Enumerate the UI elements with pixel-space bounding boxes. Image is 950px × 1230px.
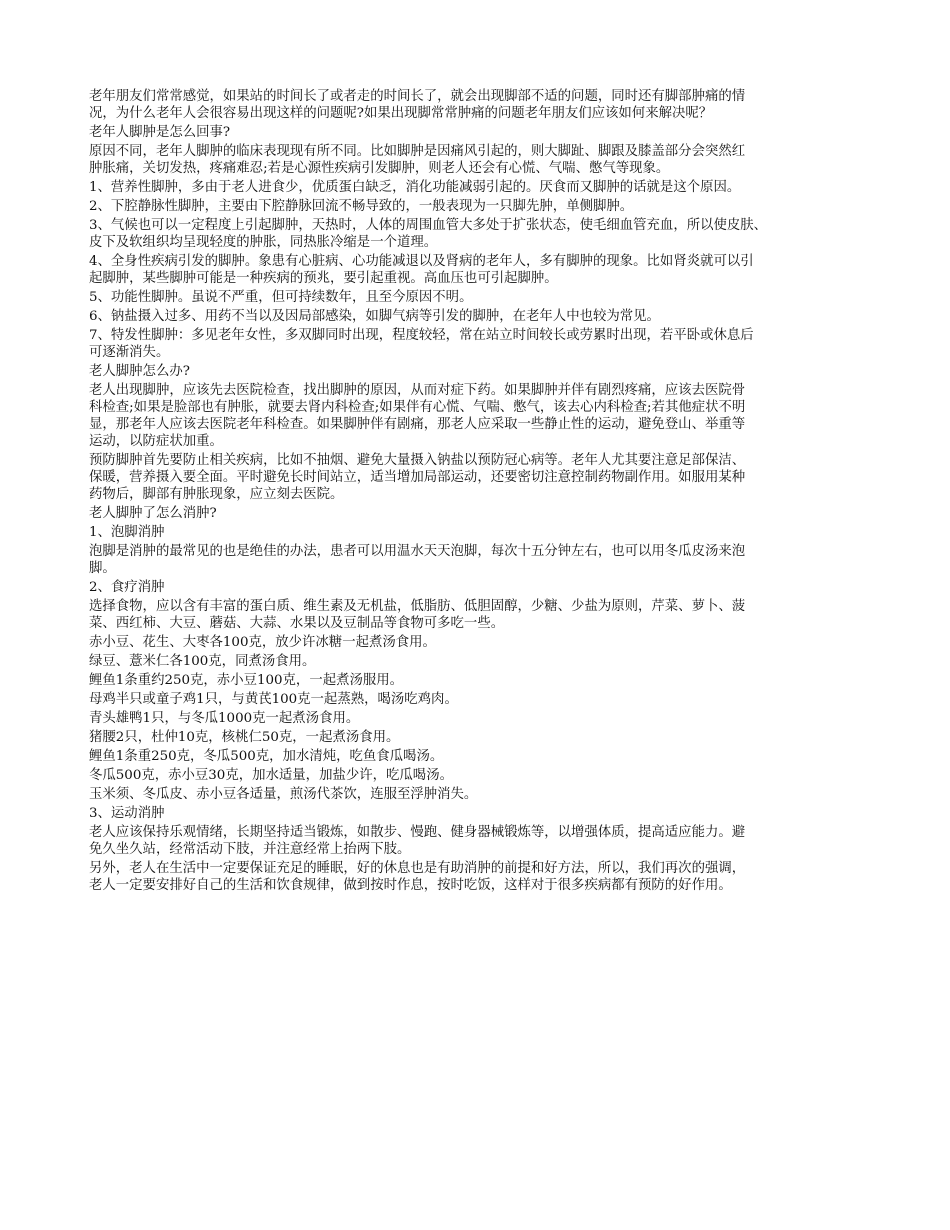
paragraph xyxy=(89,217,866,251)
paragraph xyxy=(89,672,866,689)
text-line: 原因不同，老年人脚肿的临床表现现有所不同。比如脚肿是因痛风引起的，则大脚趾、脚跟及膝盖部分会突然红 xyxy=(89,144,746,159)
text-line: 选择食物，应以含有丰富的蛋白质、维生素及无机盐，低脂肪、低胆固醇，少糖、少盐为原则，芹菜、萝卜、菠 xyxy=(89,599,746,614)
text-line: 起脚肿，某些脚肿可能是一种疾病的预兆，要引起重视。高血压也可引起脚肿。 xyxy=(89,271,558,286)
paragraph xyxy=(89,88,866,122)
text-line: 脚。 xyxy=(89,561,116,576)
text-line: 5、功能性脚肿。虽说不严重，但可持续数年，且至今原因不明。 xyxy=(89,290,473,305)
paragraph xyxy=(89,143,866,177)
text-line: 青头雄鸭1只，与冬瓜1000克一起煮汤食用。 xyxy=(89,711,360,726)
paragraph xyxy=(89,452,866,503)
paragraph xyxy=(89,524,866,541)
document-body xyxy=(89,88,866,896)
paragraph xyxy=(89,253,866,287)
text-line: 1、泡脚消肿 xyxy=(89,525,165,540)
paragraph xyxy=(89,748,866,765)
text-line: 2、食疗消肿 xyxy=(89,580,165,595)
text-line: 泡脚是消肿的最常见的也是绝佳的办法，患者可以用温水天天泡脚，每次十五分钟左右，也可以用冬瓜皮汤来泡 xyxy=(89,544,746,559)
text-line: 老年朋友们常常感觉，如果站的时间长了或者走的时间长了，就会出现脚部不适的问题，同时还有脚部肿痛的情 xyxy=(89,89,746,104)
text-line: 母鸡半只或童子鸡1只，与黄芪100克一起蒸熟，喝汤吃鸡肉。 xyxy=(89,692,458,707)
paragraph xyxy=(89,198,866,215)
paragraph xyxy=(89,289,866,306)
text-line: 皮下及软组织均呈现轻度的肿胀，同热胀冷缩是一个道理。 xyxy=(89,235,438,250)
text-line: 赤小豆、花生、大枣各100克，放少许冰糖一起煮汤食用。 xyxy=(89,635,436,650)
paragraph xyxy=(89,308,866,325)
text-line: 7、特发性脚肿：多见老年女性，多双脚同时出现，程度较轻，常在站立时间较长或劳累时出现，若平卧或休息后 xyxy=(89,328,754,343)
text-line: 6、钠盐摄入过多、用药不当以及因局部感染，如脚气病等引发的脚肿，在老年人中也较为常见。 xyxy=(89,309,660,324)
text-line: 3、运动消肿 xyxy=(89,806,165,821)
text-line: 保暖，营养摄入要全面。平时避免长时间站立，适当增加局部运动，还要密切注意控制药物副作用。如服用某种 xyxy=(89,470,746,485)
text-line: 另外，老人在生活中一定要保证充足的睡眠，好的休息也是有助消肿的前提和好方法，所以，我们再次的强调， xyxy=(89,861,746,876)
paragraph xyxy=(89,382,866,450)
paragraph xyxy=(89,363,866,380)
paragraph xyxy=(89,505,866,522)
text-line: 老人出现脚肿，应该先去医院检查，找出脚肿的原因，从而对症下药。如果脚肿并伴有剧烈疼痛，应该去医院骨 xyxy=(89,383,746,398)
paragraph xyxy=(89,860,866,894)
paragraph xyxy=(89,710,866,727)
text-line: 科检查;如果是脸部也有肿胀，就要去肾内科检查;如果伴有心慌、气喘、憋气，该去心内科检查;若其他症状不明 xyxy=(89,400,746,415)
paragraph xyxy=(89,634,866,651)
text-line: 老人应该保持乐观情绪，长期坚持适当锻炼，如散步、慢跑、健身器械锻炼等，以增强体质，提高适应能力。避 xyxy=(89,825,746,840)
paragraph xyxy=(89,179,866,196)
text-line: 免久坐久站，经常活动下肢，并注意经常上抬两下肢。 xyxy=(89,842,411,857)
text-line: 冬瓜500克，赤小豆30克，加水适量，加盐少许，吃瓜喝汤。 xyxy=(89,768,453,783)
paragraph xyxy=(89,124,866,141)
paragraph xyxy=(89,729,866,746)
text-line: 老年人脚肿是怎么回事? xyxy=(89,125,231,140)
text-line: 鲤鱼1条重250克，冬瓜500克，加水清炖，吃鱼食瓜喝汤。 xyxy=(89,749,444,764)
text-line: 猪腰2只，杜仲10克，核桃仁50克，一起煮汤食用。 xyxy=(89,730,400,745)
text-line: 肿胀痛，关切发热，疼痛难忍;若是心源性疾病引发脚肿，则老人还会有心慌、气喘、憋气等现象。 xyxy=(89,161,670,176)
text-line: 预防脚肿首先要防止相关疾病，比如不抽烟、避免大量摄入钠盐以预防冠心病等。老年人尤其要注意足部保洁、 xyxy=(89,453,746,468)
text-line: 况，为什么老年人会很容易出现这样的问题呢?如果出现脚常常肿痛的问题老年朋友们应该如何来解决呢？ xyxy=(89,106,713,121)
text-line: 绿豆、薏米仁各100克，同煮汤食用。 xyxy=(89,654,316,669)
paragraph xyxy=(89,327,866,361)
paragraph xyxy=(89,805,866,822)
text-line: 药物后，脚部有肿胀现象，应立刻去医院。 xyxy=(89,487,344,502)
paragraph xyxy=(89,691,866,708)
text-line: 显，那老年人应该去医院老年科检查。如果脚肿伴有剧痛，那老人应采取一些静止性的运动，避免登山、举重等 xyxy=(89,417,746,432)
paragraph xyxy=(89,767,866,784)
text-line: 可逐渐消失。 xyxy=(89,345,170,360)
text-line: 运动，以防症状加重。 xyxy=(89,434,223,449)
text-line: 鲤鱼1条重约250克，赤小豆100克，一起煮汤服用。 xyxy=(89,673,404,688)
text-line: 2、下腔静脉性脚肿，主要由下腔静脉回流不畅导致的，一般表现为一只脚先肿，单侧脚肿。 xyxy=(89,199,634,214)
paragraph xyxy=(89,543,866,577)
text-line: 老人脚肿怎么办? xyxy=(89,364,190,379)
text-line: 老人脚肿了怎么消肿? xyxy=(89,506,217,521)
text-line: 老人一定要安排好自己的生活和饮食规律，做到按时作息，按时吃饭，这样对于很多疾病都有预防的好作用。 xyxy=(89,878,732,893)
text-line: 4、全身性疾病引发的脚肿。象患有心脏病、心功能减退以及肾病的老年人，多有脚肿的现象。比如肾炎就可以引 xyxy=(89,254,754,269)
paragraph xyxy=(89,579,866,596)
text-line: 1、营养性脚肿，多由于老人进食少，优质蛋白缺乏，消化功能减弱引起的。厌食而又脚肿的话就是这个原因。 xyxy=(89,180,741,195)
text-line: 菜、西红柿、大豆、蘑菇、大蒜、水果以及豆制品等食物可多吃一些。 xyxy=(89,616,505,631)
paragraph xyxy=(89,786,866,803)
text-line: 玉米须、冬瓜皮、赤小豆各适量，煎汤代茶饮，连服至浮肿消失。 xyxy=(89,787,478,802)
text-line: 3、气候也可以一定程度上引起脚肿，天热时，人体的周围血管大多处于扩张状态，使毛细血管充血，所以使皮肤、 xyxy=(89,218,768,233)
paragraph xyxy=(89,653,866,670)
paragraph xyxy=(89,598,866,632)
paragraph xyxy=(89,824,866,858)
